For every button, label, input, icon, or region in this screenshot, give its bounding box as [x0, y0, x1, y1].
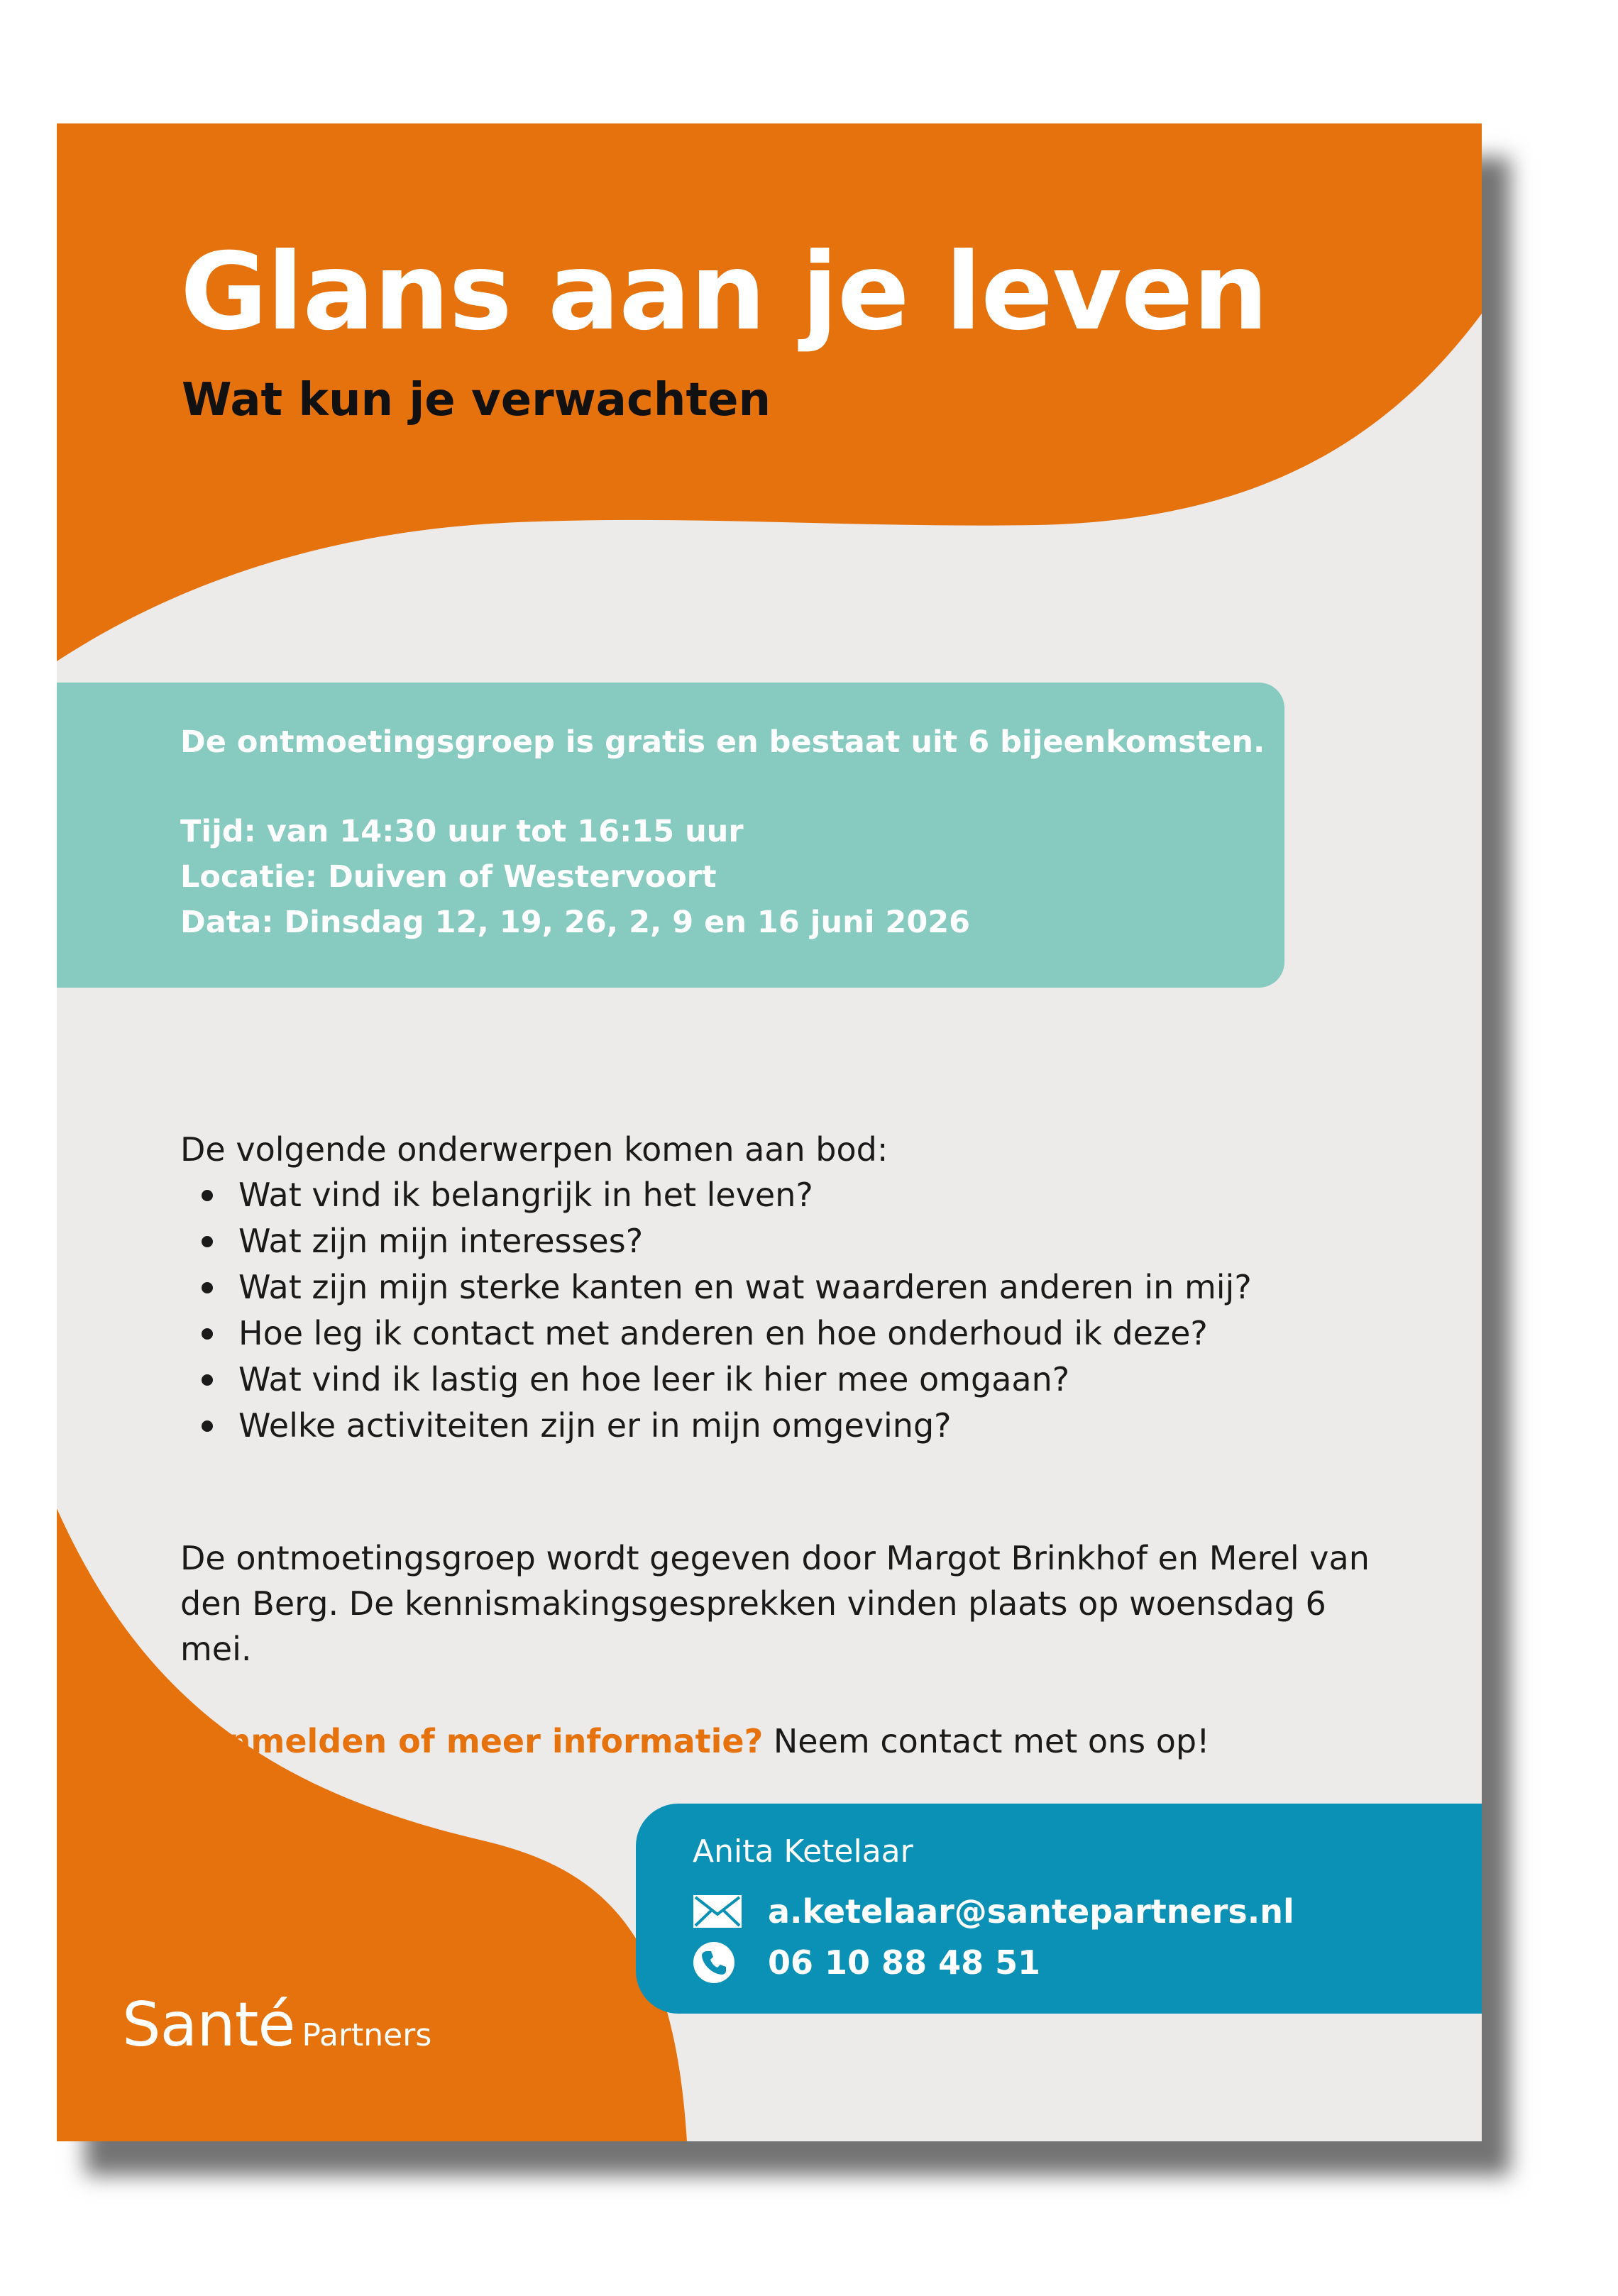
sante-partners-logo: [122, 1989, 431, 2068]
flyer-subtitle: Wat kun je verwachten: [182, 374, 771, 426]
list-item: [180, 1310, 1252, 1357]
list-item: [180, 1357, 1252, 1403]
info-box: [57, 683, 1284, 988]
contact-phone-row[interactable]: [693, 1940, 1040, 1985]
cta-text: Neem contact met ons op!: [763, 1722, 1210, 1760]
contact-box: [636, 1804, 1482, 2014]
list-item-text: Wat vind ik belangrijk in het leven?: [238, 1176, 813, 1214]
logo-main-text: Santé: [122, 1989, 295, 2060]
closing-paragraph: De ontmoetingsgroep wordt gegeven door Margot Brinkhof en Merel van den Berg. De kennismakingsgesprekken vinden plaats op woensdag 6 mei.: [180, 1539, 1370, 1668]
bullet-icon: [202, 1374, 213, 1386]
flyer: [57, 123, 1482, 2141]
contact-phone[interactable]: 06 10 88 48 51: [768, 1943, 1041, 1982]
bullet-icon: [202, 1236, 213, 1247]
list-item: [180, 1403, 1252, 1449]
list-item: [180, 1172, 1252, 1218]
call-to-action: [180, 1718, 1210, 1764]
flyer-title: Glans aan je leven: [180, 231, 1268, 354]
info-intro: De ontmoetingsgroep is gratis en bestaat uit 6 bijeenkomsten.: [180, 724, 1265, 760]
cta-highlight: Aanmelden of meer informatie?: [180, 1722, 764, 1760]
logo-sub-text: Partners: [302, 2017, 432, 2053]
list-item-text: Wat vind ik lastig en hoe leer ik hier mee omgaan?: [238, 1360, 1070, 1398]
bullet-icon: [202, 1420, 213, 1432]
list-item-text: Wat zijn mijn interesses?: [238, 1222, 644, 1260]
bullet-icon: [202, 1190, 213, 1201]
contact-email[interactable]: a.ketelaar@santepartners.nl: [768, 1892, 1294, 1931]
topics-intro: De volgende onderwerpen komen aan bod:: [180, 1130, 888, 1169]
list-item: [180, 1218, 1252, 1264]
envelope-icon: [693, 1890, 742, 1933]
list-item: [180, 1264, 1252, 1310]
list-item-text: Hoe leg ik contact met anderen en hoe onderhoud ik deze?: [238, 1314, 1208, 1352]
contact-name: Anita Ketelaar: [693, 1833, 913, 1870]
phone-icon: [693, 1941, 742, 1984]
bullet-icon: [202, 1282, 213, 1293]
list-item-text: Welke activiteiten zijn er in mijn omgeving?: [238, 1406, 952, 1445]
info-dates: Data: Dinsdag 12, 19, 26, 2, 9 en 16 juni 2026: [180, 905, 971, 940]
contact-email-row[interactable]: [693, 1889, 1294, 1934]
bullet-icon: [202, 1328, 213, 1340]
info-time: Tijd: van 14:30 uur tot 16:15 uur: [180, 814, 744, 849]
info-location: Locatie: Duiven of Westervoort: [180, 859, 717, 895]
topic-list: [180, 1172, 1252, 1449]
list-item-text: Wat zijn mijn sterke kanten en wat waarderen anderen in mij?: [238, 1268, 1252, 1306]
